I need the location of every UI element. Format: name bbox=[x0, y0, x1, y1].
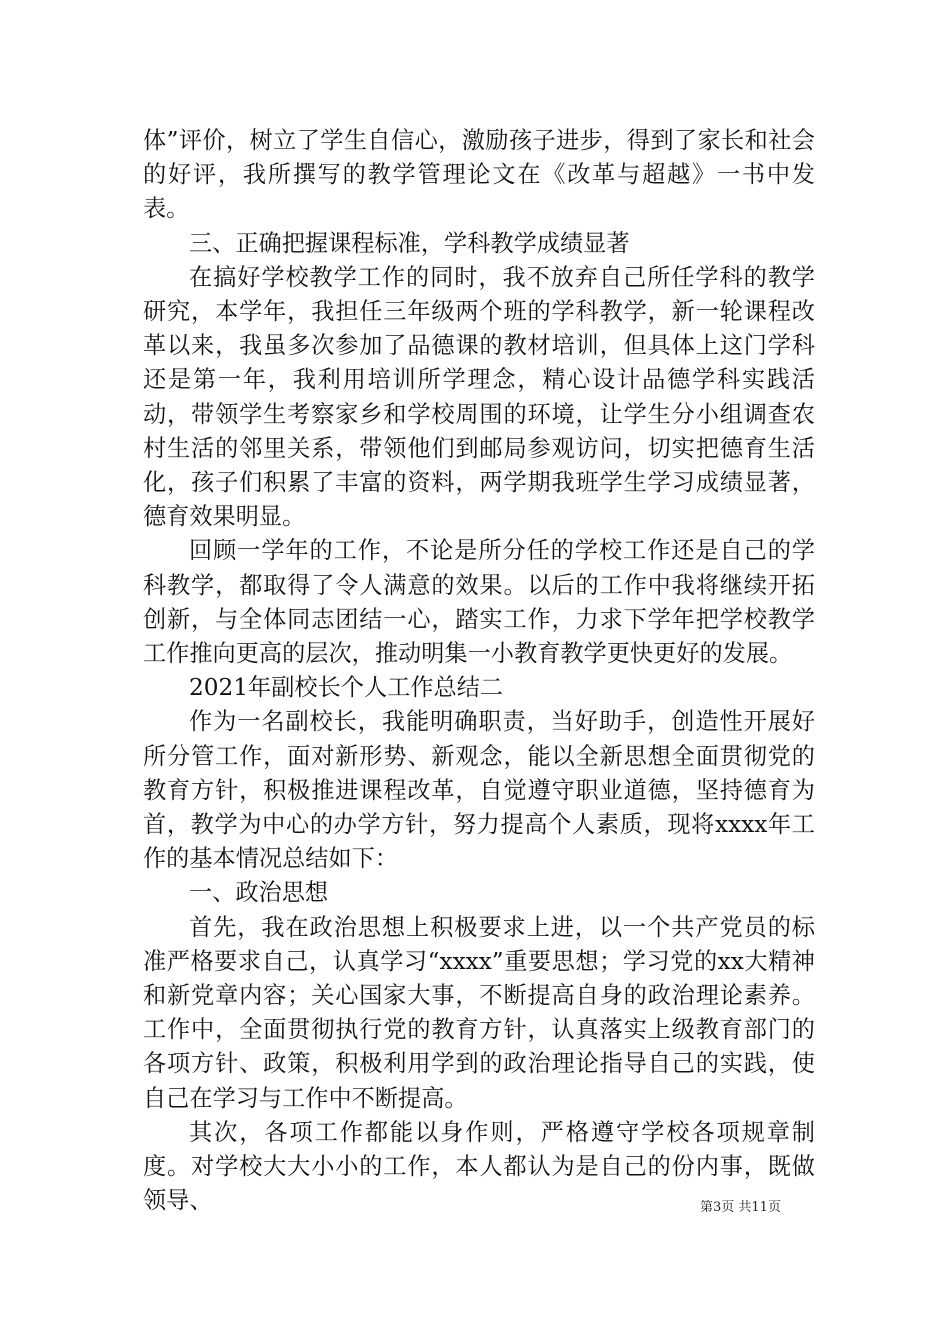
section-heading-political-thought: 一、政治思想 bbox=[189, 879, 329, 907]
paragraph-lead-by-example: 其次，各项工作都能以身作则，严格遵守学校各项规章制度。对学校大大小小的工作，本人都认为是自己的份内事，既做领导、 bbox=[143, 1118, 815, 1215]
paragraph-continuation: 体”评价，树立了学生自信心，激励孩子进步，得到了家长和社会的好评，我所撰写的教学管理论文在《改革与超越》一书中发表。 bbox=[143, 127, 815, 223]
paragraph-vice-principal-intro: 作为一名副校长，我能明确职责，当好助手，创造性开展好所分管工作，面对新形势、新观念，能以全新思想全面贯彻党的教育方针，积极推进课程改革，自觉遵守职业道德，坚持德育为首，教学为中心的办学方针，努力提高个人素质，现将xxxx年工作的基本情况总结如下： bbox=[143, 708, 815, 873]
section-heading-course-standards: 三、正确把握课程标准，学科教学成绩显著 bbox=[189, 229, 630, 257]
paragraph-subject-teaching: 在搞好学校教学工作的同时，我不放弃自己所任学科的教学研究，本学年，我担任三年级两个班的学科教学，新一轮课程改革以来，我虽多次参加了品德课的教材培训，但具体上这门学科还是第一年，我利用培训所学理念，精心设计品德学科实践活动，带领学生考察家乡和学校周围的环境，让学生分小组调查农村生活的邻里关系，带领他们到邮局参观访问，切实把德育生活化，孩子们积累了丰富的资料，两学期我班学生学习成绩显著，德育效果明显。 bbox=[143, 263, 815, 531]
document-subtitle: 2021年副校长个人工作总结二 bbox=[189, 674, 504, 702]
page-number-footer: 第3页 共11页 bbox=[700, 1200, 781, 1215]
paragraph-year-review: 回顾一学年的工作，不论是所分任的学校工作还是自己的学科教学，都取得了令人满意的效果。以后的工作中我将继续开拓创新，与全体同志团结一心，踏实工作，力求下学年把学校教学工作推向更高的层次，推动明集一小教育教学更快更好的发展。 bbox=[143, 537, 815, 668]
document-body bbox=[143, 124, 815, 1219]
paragraph-political-thought: 首先，我在政治思想上积极要求上进，以一个共产党员的标准严格要求自己，认真学习“xxxx”重要思想；学习党的xx大精神和新党章内容；关心国家大事，不断提高自身的政治理论素养。工作中，全面贯彻执行党的教育方针，认真落实上级教育部门的各项方针、政策，积极利用学到的政治理论指导自己的实践，使自己在学习与工作中不断提高。 bbox=[143, 913, 815, 1112]
